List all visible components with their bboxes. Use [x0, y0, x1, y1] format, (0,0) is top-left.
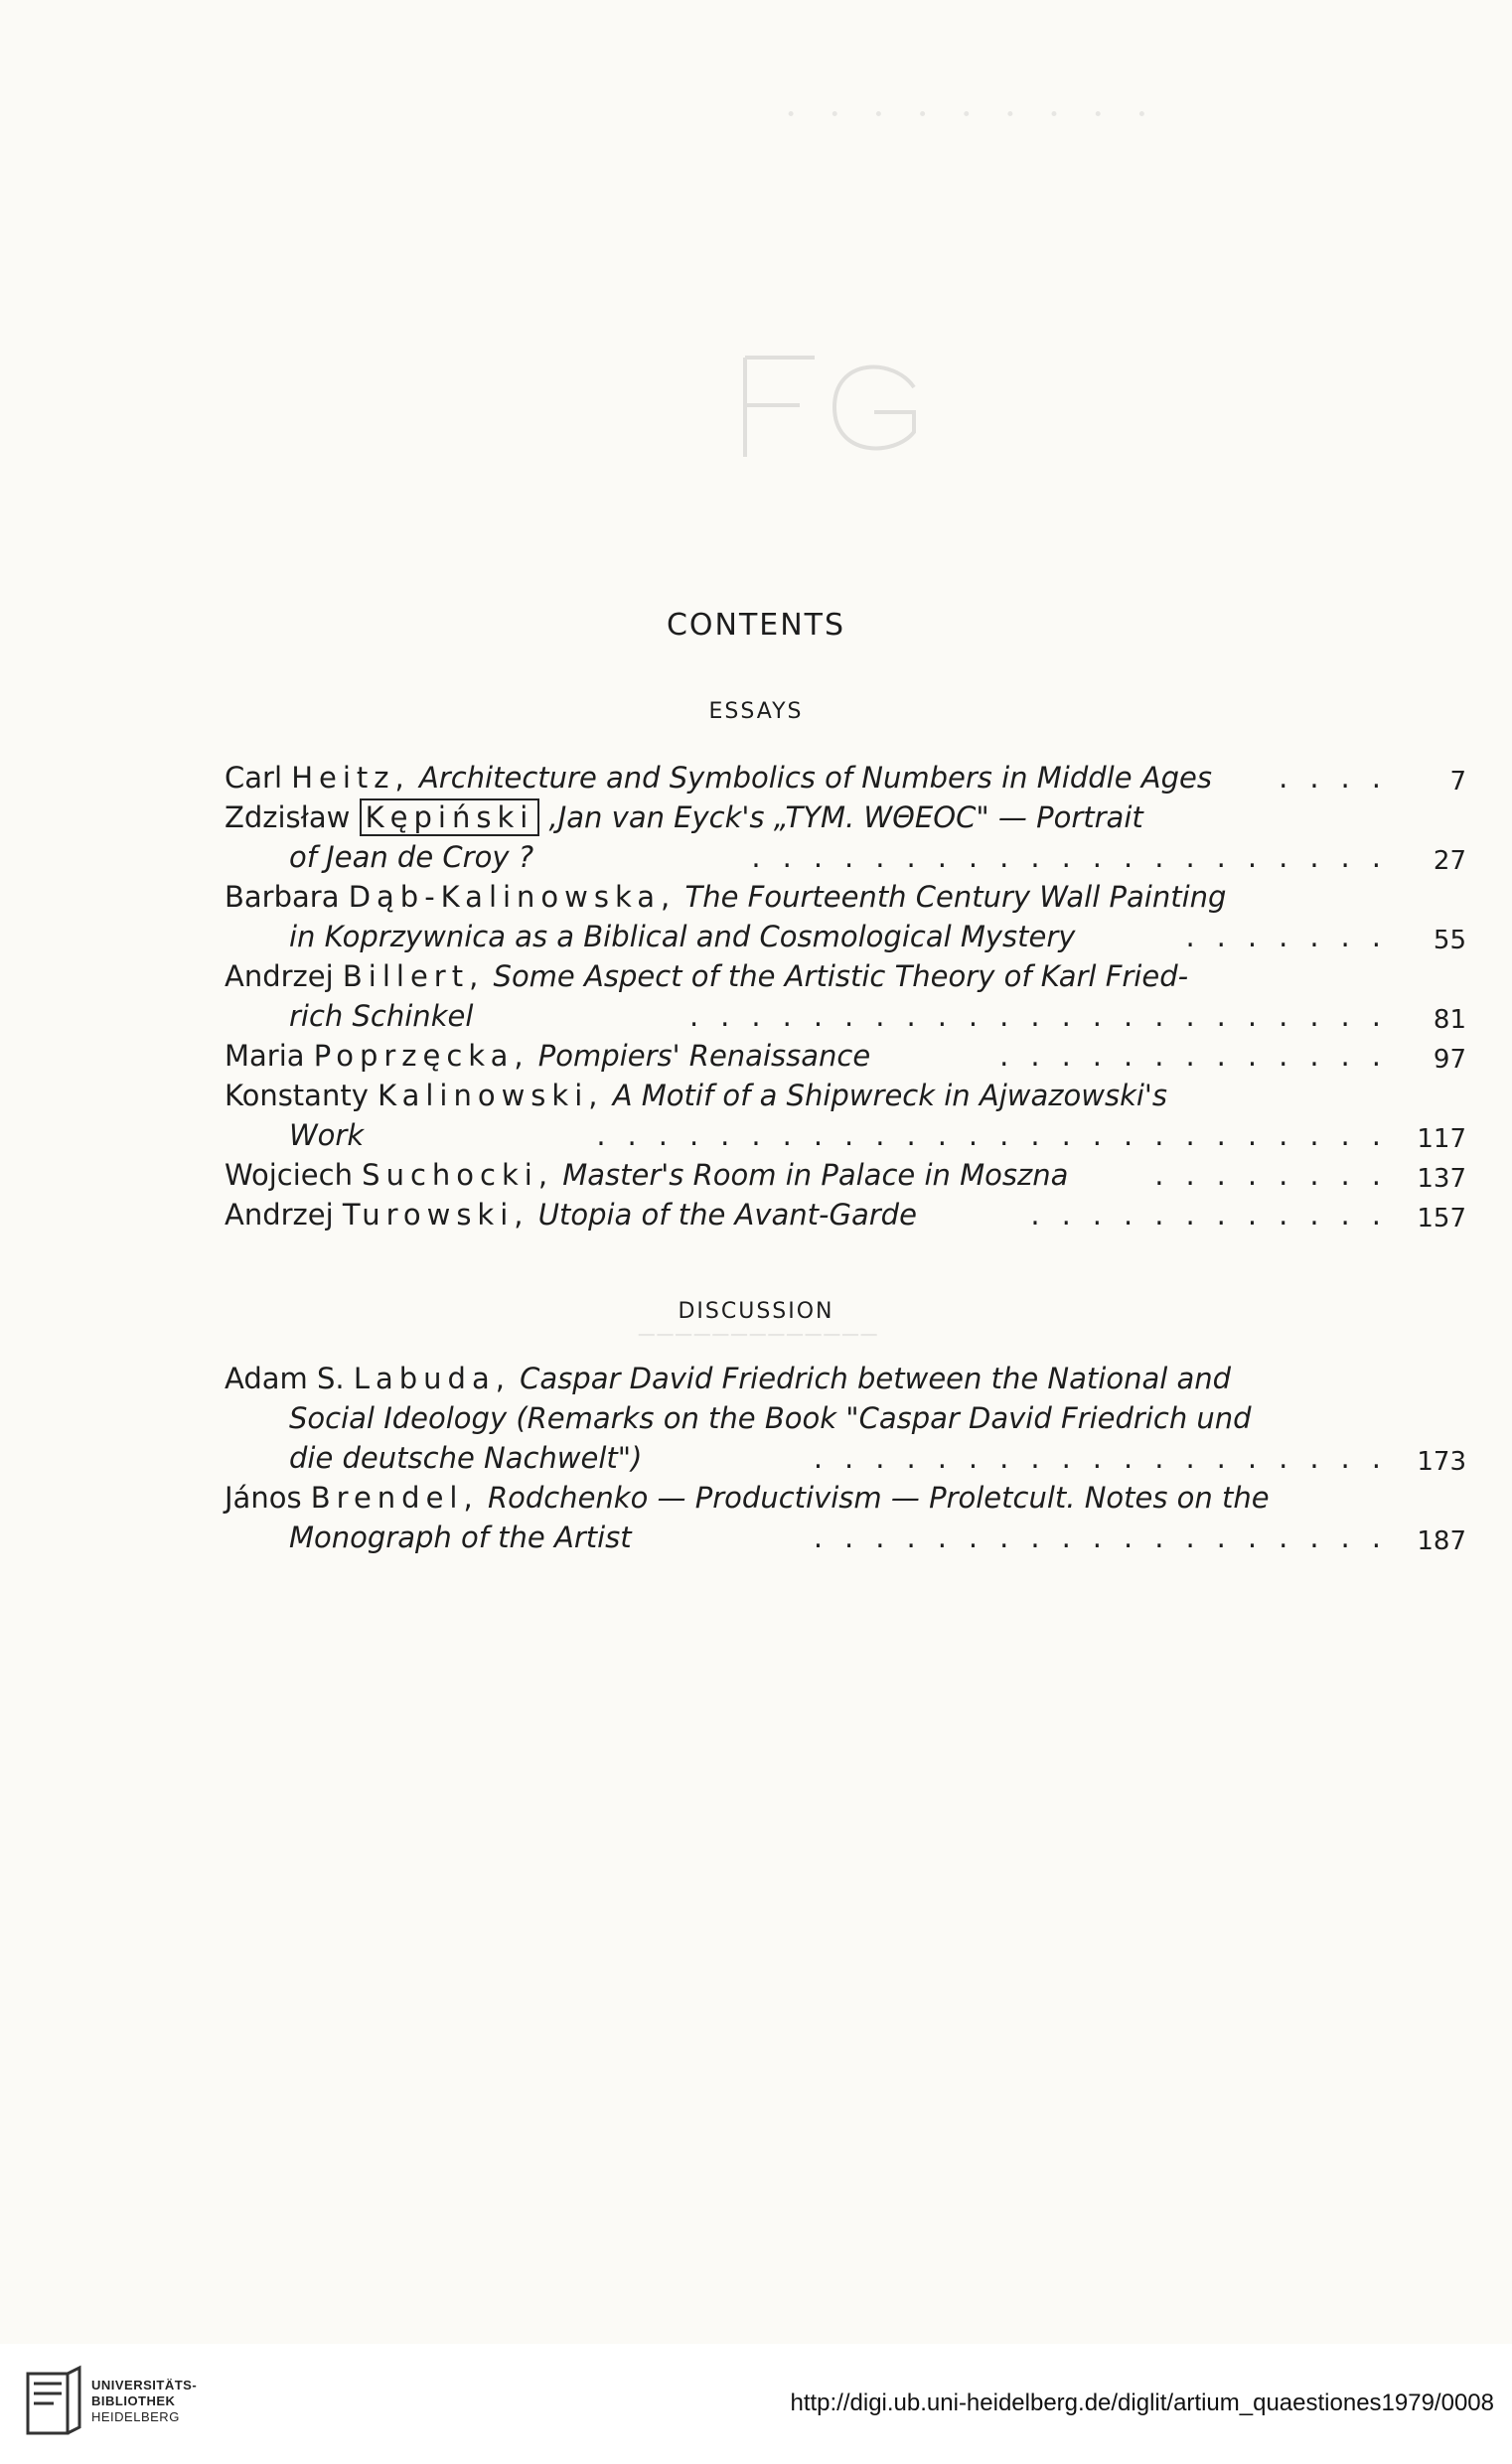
toc-line	[225, 917, 1466, 956]
author-last-name: Turowski,	[342, 1198, 529, 1232]
article-title: Pompiers' Renaissance	[537, 1039, 871, 1073]
dot-leader: ............	[1030, 1198, 1403, 1232]
author-first-name: Barbara	[225, 880, 340, 914]
toc-entry	[225, 1195, 1466, 1234]
toc-entry	[225, 877, 1466, 956]
toc-line	[225, 877, 1466, 917]
author-first-name: Carl	[225, 761, 282, 795]
toc-entry	[225, 758, 1466, 797]
article-title: in Koprzywnica as a Biblical and Cosmological Mystery	[289, 920, 1076, 953]
toc-entry	[225, 1076, 1466, 1155]
author-first-name: János	[225, 1481, 302, 1515]
author-first-name: Andrzej	[225, 959, 334, 993]
toc-line	[225, 1398, 1466, 1438]
bleed-through: · · · · · · · · ·	[775, 92, 1148, 136]
author-first-name: Wojciech	[225, 1158, 353, 1192]
university-library-logo-icon	[24, 2364, 83, 2443]
institution-line: UNIVERSITÄTS-	[91, 2378, 198, 2392]
author-last-name: Kalinowski,	[378, 1079, 604, 1112]
article-title: Rodchenko — Productivism — Proletcult. Notes on the	[487, 1481, 1270, 1515]
essays-list	[225, 758, 1466, 1234]
toc-entry	[225, 1036, 1466, 1076]
page-number: 97	[1433, 1045, 1466, 1075]
page-number: 173	[1417, 1447, 1466, 1477]
author-last-name: Brendel,	[310, 1481, 479, 1515]
author-first-name: Zdzisław	[225, 800, 351, 834]
toc-line	[225, 837, 1466, 877]
toc-line	[225, 1518, 1466, 1557]
footer-bar	[0, 2344, 1512, 2464]
toc-line	[225, 758, 1466, 797]
toc-line	[225, 797, 1466, 837]
dot-leader: ........	[1154, 1158, 1403, 1192]
toc-entry	[225, 956, 1466, 1036]
toc-entry	[225, 1478, 1466, 1557]
article-title: of Jean de Croy ?	[289, 840, 534, 874]
author-last-name: Dąb-Kalinowska,	[348, 880, 677, 914]
author-last-name: Labuda,	[353, 1362, 511, 1395]
toc-line	[225, 1036, 1466, 1076]
page-number: 187	[1417, 1526, 1466, 1556]
page-number: 55	[1433, 926, 1466, 955]
dot-leader: .......	[1185, 920, 1403, 953]
author-last-name: Suchocki,	[362, 1158, 554, 1192]
institution-line: BIBLIOTHEK	[91, 2393, 176, 2408]
discussion-heading: DISCUSSION	[678, 1299, 834, 1324]
author-last-name: Billert,	[342, 959, 485, 993]
author-first-name: Andrzej	[225, 1198, 334, 1232]
dot-leader: .............	[999, 1039, 1403, 1073]
toc-line	[225, 1359, 1466, 1398]
page-number: 117	[1417, 1124, 1466, 1154]
article-title: Caspar David Friedrich between the National and	[520, 1362, 1232, 1395]
library-stamp-icon	[725, 348, 934, 467]
article-title: Social Ideology (Remarks on the Book "Caspar David Friedrich und	[289, 1401, 1252, 1435]
toc-entry	[225, 797, 1466, 877]
article-title: Monograph of the Artist	[289, 1521, 632, 1554]
page-number: 137	[1417, 1164, 1466, 1194]
dot-leader: .....................	[751, 840, 1403, 874]
page-number: 27	[1433, 846, 1466, 876]
author-last-name: Kępiński	[360, 798, 540, 836]
article-title: die deutsche Nachwelt")	[289, 1441, 643, 1475]
author-last-name: Poprzęcka,	[313, 1039, 529, 1073]
dot-leader: ...................	[813, 1521, 1403, 1554]
toc-line	[225, 956, 1466, 996]
author-last-name: Heitz,	[291, 761, 410, 795]
toc-line	[225, 1195, 1466, 1234]
source-url[interactable]: http://digi.ub.uni-heidelberg.de/diglit/artium_quaestiones1979/0008	[790, 2390, 1494, 2416]
article-title: Utopia of the Avant-Garde	[537, 1198, 917, 1232]
toc-entry	[225, 1359, 1466, 1478]
page-number: 157	[1417, 1204, 1466, 1233]
bleed-through: ─────────────	[636, 1321, 877, 1351]
article-title: Master's Room in Palace in Moszna	[562, 1158, 1069, 1192]
toc-line	[225, 1155, 1466, 1195]
article-title: Some Aspect of the Artistic Theory of Karl Fried-	[493, 959, 1189, 993]
article-title: A Motif of a Shipwreck in Ajwazowski's	[612, 1079, 1168, 1112]
toc-line	[225, 1478, 1466, 1518]
toc-line	[225, 1438, 1466, 1478]
toc-line	[225, 1076, 1466, 1115]
discussion-list	[225, 1359, 1466, 1557]
author-first-name: Adam S.	[225, 1362, 345, 1395]
author-first-name: Konstanty	[225, 1079, 369, 1112]
toc-line	[225, 996, 1466, 1036]
toc-line	[225, 1115, 1466, 1155]
toc-entry	[225, 1155, 1466, 1195]
article-title: ,Jan van Eyck's „TYM. WΘEOC" — Portrait	[548, 800, 1143, 834]
page-number: 7	[1449, 767, 1466, 797]
dot-leader: ....	[1279, 761, 1403, 795]
article-title: rich Schinkel	[289, 999, 474, 1033]
institution-name	[91, 2378, 197, 2425]
dot-leader: .......................	[688, 999, 1403, 1033]
page-number: 81	[1433, 1005, 1466, 1035]
institution-line: HEIDELBERG	[91, 2409, 180, 2424]
dot-leader: ...................	[813, 1441, 1403, 1475]
author-first-name: Maria	[225, 1039, 305, 1073]
article-title: The Fourteenth Century Wall Painting	[684, 880, 1227, 914]
essays-heading: ESSAYS	[708, 699, 804, 724]
contents-heading: CONTENTS	[666, 608, 846, 643]
article-title: Architecture and Symbolics of Numbers in Middle Ages	[418, 761, 1212, 795]
dot-leader: ..........................	[596, 1118, 1403, 1152]
article-title: Work	[289, 1118, 365, 1152]
